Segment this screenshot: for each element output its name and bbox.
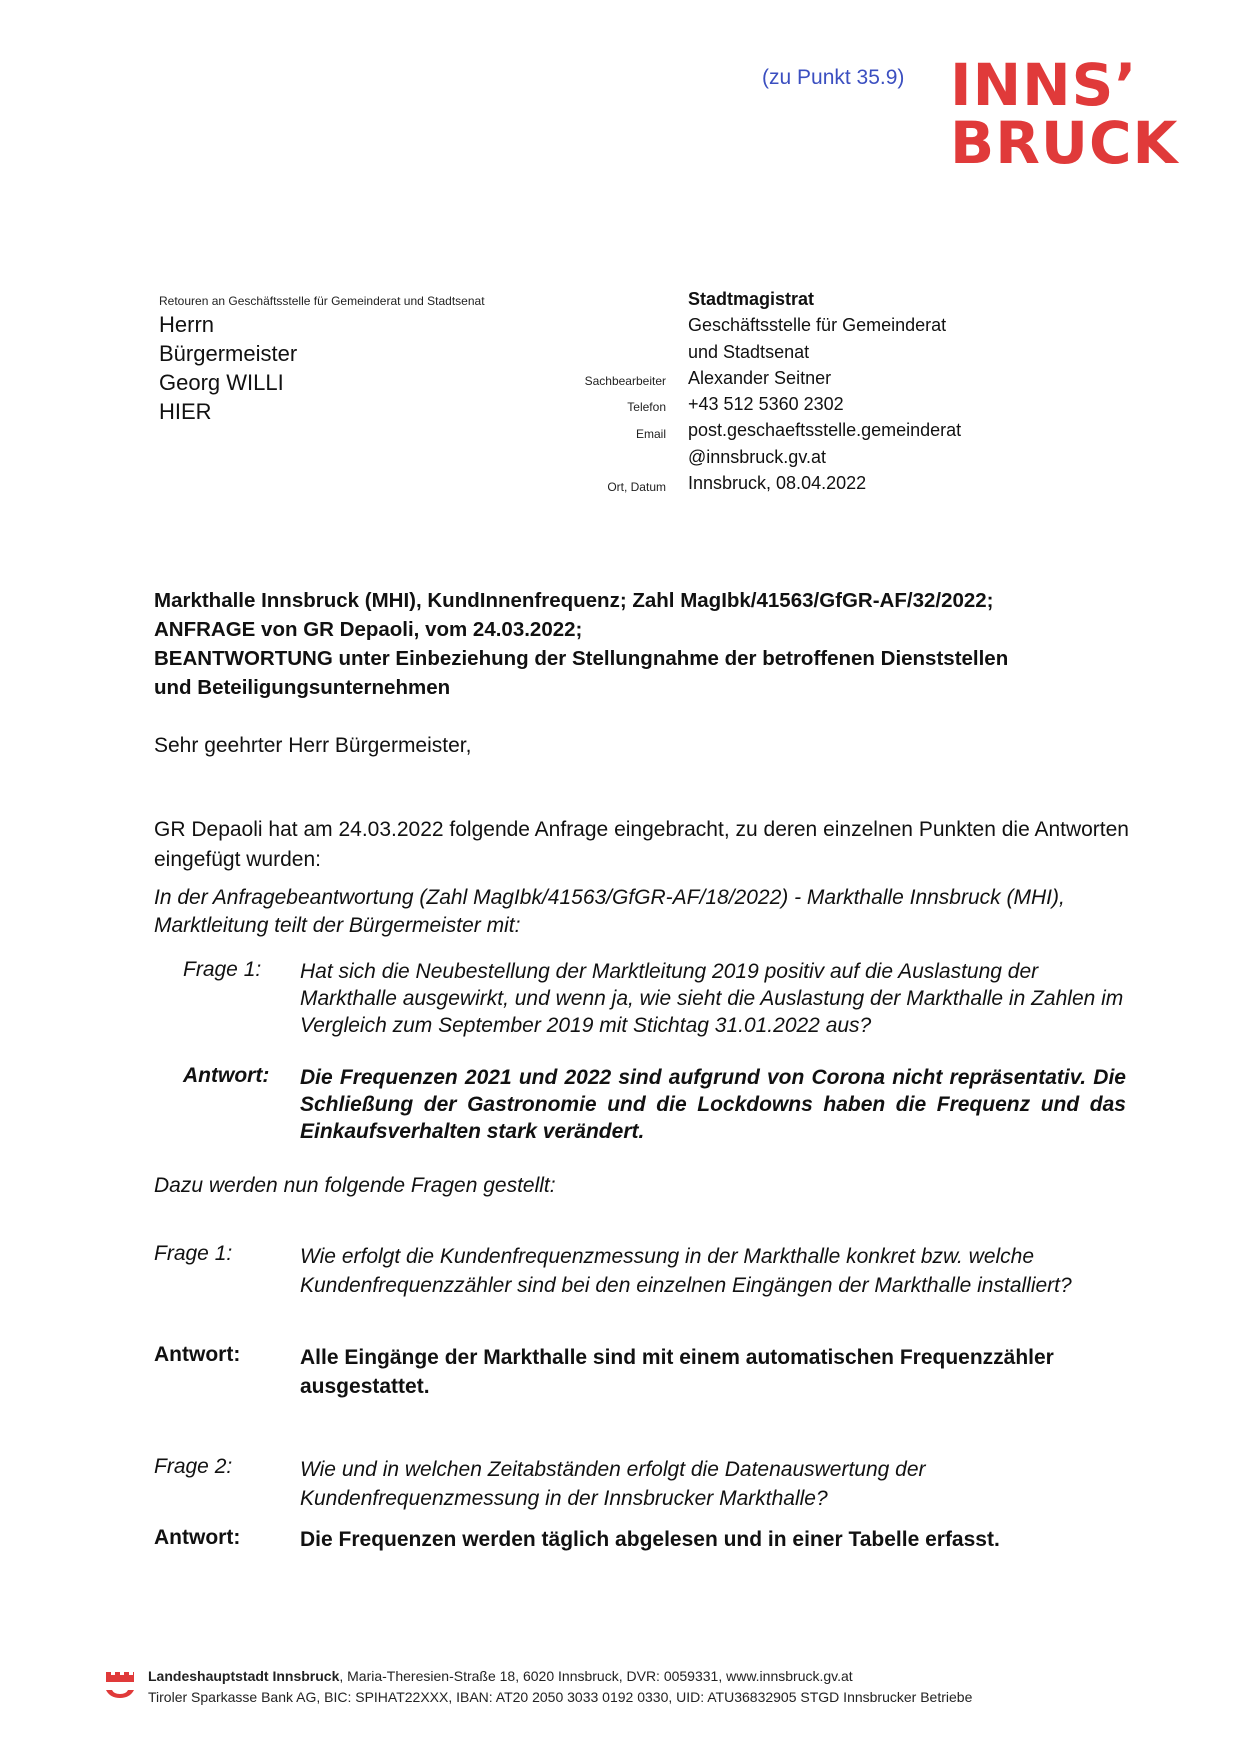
question-2-label: Frage 2: [154, 1455, 233, 1478]
followup-intro: Dazu werden nun folgende Fragen gestellt: [154, 1174, 556, 1197]
recipient-line: Georg WILLI [159, 370, 284, 395]
recipient-line: Herrn [159, 312, 215, 337]
answer-2-label: Antwort: [154, 1526, 241, 1549]
subject-line: BEANTWORTUNG unter Einbeziehung der Stellungnahme der betroffenen Dienststellen [154, 647, 1009, 670]
prev-answer-label: Antwort: [183, 1064, 270, 1087]
sender-phone: +43 512 5360 2302 [688, 394, 844, 415]
answer-1-text: Alle Eingänge der Markthalle sind mit einem automatischen Frequenzzähler ausgestattet. [300, 1346, 1054, 1398]
question-2-text: Wie und in welchen Zeitabständen erfolgt die Datenauswertung der Kundenfrequenzmessung in der Innsbrucker Markthalle? [300, 1458, 926, 1510]
subject-line: ANFRAGE von GR Depaoli, vom 24.03.2022; [154, 618, 583, 641]
question-1-label: Frage 1: [154, 1242, 233, 1265]
footer-line-1 [148, 1666, 972, 1687]
sender-department-1: Geschäftsstelle für Gemeinderat [688, 315, 947, 336]
question-1-text: Wie erfolgt die Kundenfrequenzmessung in der Markthalle konkret bzw. welche Kundenfrequenzzähler sind bei den einzelnen Eingängen der Markthalle installiert? [300, 1245, 1072, 1297]
label-clerk: Sachbearbeiter [584, 374, 666, 388]
subject-line: und Beteiligungsunternehmen [154, 676, 451, 699]
prev-question-text: Hat sich die Neubestellung der Marktleitung 2019 positiv auf die Auslastung der Markthalle ausgewirkt, und wenn ja, wie sieht die Auslastung der Markthalle in Zahlen im Vergleich zum September 2019 mit Stichtag 31.01.2022 aus? [300, 960, 1124, 1037]
sender-office: Stadtmagistrat [688, 289, 815, 309]
logo-line-1: INNS’ [950, 51, 1138, 119]
agenda-reference: (zu Punkt 35.9) [762, 66, 905, 89]
quote-intro: In der Anfragebeantwortung (Zahl MagIbk/41563/GfGR-AF/18/2022) - Markthalle Innsbruck (MHI), Marktleitung teilt der Bürgermeister mit: [154, 886, 1065, 937]
sender-email-1: post.geschaeftsstelle.gemeinderat [688, 420, 962, 441]
prev-answer-text: Die Frequenzen 2021 und 2022 sind aufgrund von Corona nicht repräsentativ. Die Schließung der Gastronomie und die Lockdowns haben die Frequenz und das Einkaufsverhalten stark verändert. [300, 1066, 1126, 1143]
label-phone: Telefon [627, 400, 666, 414]
sender-block [688, 286, 961, 496]
recipient-line: HIER [159, 399, 212, 424]
footer-address: , Maria-Theresien-Straße 18, 6020 Innsbruck, DVR: 0059331, www.innsbruck.gv.at [339, 1668, 853, 1684]
label-place-date: Ort, Datum [607, 480, 666, 494]
subject-block [154, 586, 1134, 702]
intro-paragraph: GR Depaoli hat am 24.03.2022 folgende Anfrage eingebracht, zu deren einzelnen Punkten die Antworten eingefügt wurden: [154, 818, 1129, 871]
sender-department-2: und Stadtsenat [688, 341, 810, 362]
innsbruck-logo [950, 51, 1196, 180]
sender-clerk: Alexander Seitner [688, 367, 832, 388]
footer-line-2: Tiroler Sparkasse Bank AG, BIC: SPIHAT22XXX, IBAN: AT20 2050 3033 0192 0330, UID: ATU36832905 STGD Innsbrucker Betriebe [148, 1689, 973, 1705]
prev-question-label: Frage 1: [183, 958, 262, 981]
subject-line: Markthalle Innsbruck (MHI), KundInnenfrequenz; Zahl MagIbk/41563/GfGR-AF/32/2022; [154, 589, 994, 612]
footer-org-name: Landeshauptstadt Innsbruck [148, 1668, 340, 1684]
greeting: Sehr geehrter Herr Bürgermeister, [154, 734, 472, 757]
label-email: Email [635, 427, 666, 441]
return-address-line: Retouren an Geschäftsstelle für Gemeinderat und Stadtsenat [159, 294, 485, 308]
city-emblem-icon [104, 1668, 136, 1708]
recipient-line: Bürgermeister [159, 341, 298, 366]
footer-text [148, 1666, 972, 1708]
logo-line-2: BRUCK [950, 109, 1179, 177]
sender-place-date: Innsbruck, 08.04.2022 [688, 473, 867, 494]
answer-2-text: Die Frequenzen werden täglich abgelesen und in einer Tabelle erfasst. [300, 1528, 1000, 1551]
recipient-address [159, 310, 297, 426]
answer-1-label: Antwort: [154, 1343, 241, 1366]
sender-email-2: @innsbruck.gv.at [688, 446, 826, 467]
